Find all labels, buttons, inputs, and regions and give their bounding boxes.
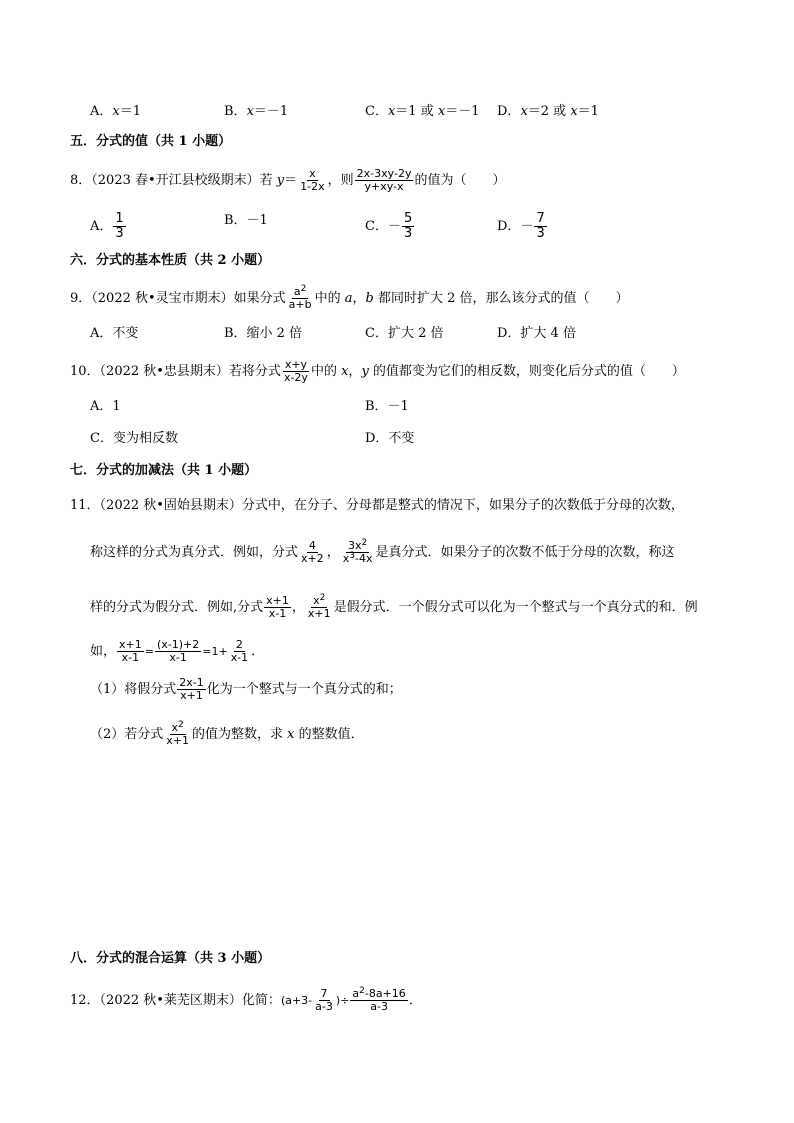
question-10: 10．（2022 秋•忠县期末）若将分式 $\frac{x+y}{x-2y}$ 中的 x，y 的值都变为它们的相反数，则变化后分式的值（ ） [70, 358, 685, 384]
section-8-heading: 八．分式的混合运算（共 3 小题） [70, 951, 271, 966]
q10-option-b: B．－1 [365, 399, 409, 414]
q8-option-c: C．－ $\frac{5}{3}$ [365, 211, 413, 241]
q7-option-d: D．x＝2 或 x＝1 [497, 104, 599, 119]
question-11-line-3: 样的分式为假分式．例如,分式 $\frac{x+1}{x-1}$ ， $\frac{x^2}{x+1}$ 是假分式．一个假分式可以化为一个整式与一个真分式的和．例 [90, 593, 698, 620]
q12-fraction-1: $\frac{7}{a-3}$ [315, 987, 333, 1013]
question-11-part-2: （2）若分式 $\frac{x^2}{x+1}$ 的值为整数，求 x 的整数值． [90, 720, 364, 747]
question-8: 8．（2023 春•开江县校级期末）若 y＝ $\frac{x}{1-2x}$ ，则 $\frac{2x-3xy-2y}{y+xy-x}$ 的值为（ ） [70, 167, 506, 193]
q11-fraction-3: $\frac{x+1}{x-1}$ [266, 594, 289, 620]
q9-option-d: D．扩大 4 倍 [497, 326, 576, 341]
question-11-part-1: （1）将假分式 $\frac{2x-1}{x+1}$ 化为一个整式与一个真分式的和； [90, 676, 402, 702]
q11-fraction-5: $\frac{x+1}{x-1}$ [119, 638, 142, 664]
question-11-line-1: 11．（2022 秋•固始县期末）分式中，在分子、分母都是整式的情况下，如果分子的次数低于分母的次数， [70, 498, 684, 513]
section-5-heading: 五．分式的值（共 1 小题） [70, 134, 232, 149]
q12-fraction-2: $\frac{a^2-8a+16}{a-3}$ [352, 986, 406, 1013]
q10-fraction: $\frac{x+y}{x-2y}$ [283, 358, 308, 384]
q7-option-a: A．x＝1 [90, 104, 142, 119]
q11-fraction-1: $\frac{4}{x+2}$ [301, 539, 324, 565]
question-11-line-2: 称这样的分式为真分式．例如，分式 $\frac{4}{x+2}$ ， $\frac{3x^2}{x^3-4x}$ 是真分式．如果分子的次数不低于分母的次数，称这 [90, 538, 675, 565]
q9-option-c: C．扩大 2 倍 [365, 326, 444, 341]
q9-option-b: B．缩小 2 倍 [224, 326, 303, 341]
question-11-line-4: 如， $\frac{x+1}{x-1}$ = $\frac{(x-1)+2}{x-1}$ =1+ $\frac{2}{x-1}$ ． [90, 638, 265, 664]
q7-option-b: B．x＝－1 [224, 104, 289, 119]
q10-option-a: A．1 [90, 399, 121, 414]
q9-fraction: $\frac{a^2}{a+b}$ [288, 284, 312, 311]
q7-option-c: C．x＝1 或 x＝－1 [365, 104, 480, 119]
section-6-heading: 六．分式的基本性质（共 2 小题） [70, 253, 271, 268]
q8-option-b: B．－1 [224, 213, 268, 228]
q8-option-a: A． $\frac{1}{3}$ [90, 211, 124, 241]
q8-fraction-1: $\frac{x}{1-2x}$ [300, 167, 325, 193]
question-12: 12．（2022 秋•莱芜区期末）化简：(a+3- $\frac{7}{a-3}$ )÷ $\frac{a^2-8a+16}{a-3}$ ． [70, 986, 422, 1013]
section-7-heading: 七．分式的加减法（共 1 小题） [70, 463, 258, 478]
q10-option-d: D．不变 [365, 431, 415, 446]
q11-fraction-8: $\frac{2x-1}{x+1}$ [179, 676, 204, 702]
q11-fraction-4: $\frac{x^2}{x+1}$ [307, 593, 331, 620]
q11-fraction-2: $\frac{3x^2}{x^3-4x}$ [342, 538, 373, 565]
q8-option-d: D．－ $\frac{7}{3}$ [497, 211, 545, 241]
q10-option-c: C．变为相反数 [90, 431, 178, 446]
question-9: 9．（2022 秋•灵宝市期末）如果分式 $\frac{a^2}{a+b}$ 中的 a，b 都同时扩大 2 倍，那么该分式的值（ ） [70, 284, 629, 311]
q8-fraction-2: $\frac{2x-3xy-2y}{y+xy-x}$ [356, 167, 412, 193]
q11-fraction-9: $\frac{x^2}{x+1}$ [166, 720, 190, 747]
q9-option-a: A．不变 [90, 326, 139, 341]
q11-fraction-6: $\frac{(x-1)+2}{x-1}$ [156, 638, 200, 664]
q11-fraction-7: $\frac{2}{x-1}$ [230, 638, 249, 664]
